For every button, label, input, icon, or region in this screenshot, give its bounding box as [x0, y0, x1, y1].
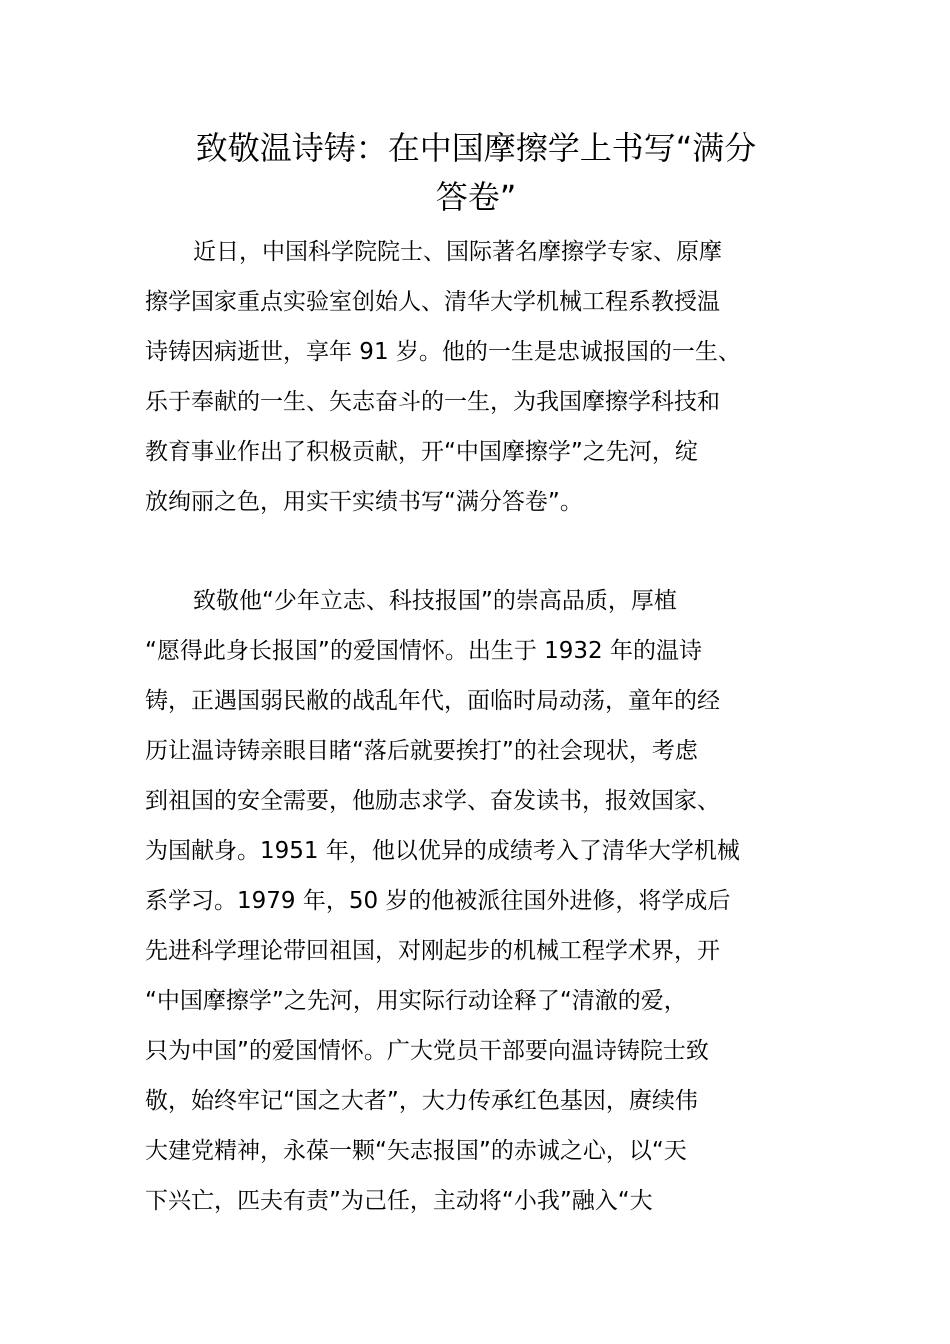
- paragraph-line: “中国摩擦学”之先河，用实际行动诠释了“清澈的爱，: [145, 988, 687, 1014]
- paragraph-line: 先进科学理论带回祖国，对刚起步的机械工程学术界，开: [145, 938, 720, 964]
- paragraph-line: 放绚丽之色，用实干实绩书写“满分答卷”。: [145, 489, 583, 515]
- paragraph-line: 为国献身。1951 年，他以优异的成绩考入了清华大学机械: [145, 838, 740, 864]
- paragraph-line: 系学习。1979 年，50 岁的他被派往国外进修，将学成后: [145, 888, 731, 914]
- paragraph-line: 到祖国的安全需要，他励志求学、奋发读书，报效国家、: [145, 788, 720, 814]
- title-line: 致敬温诗铸：在中国摩擦学上书写“满分: [195, 129, 757, 167]
- paragraph-line: 铸，正遇国弱民敝的战乱年代，面临时局动荡，童年的经: [145, 688, 720, 714]
- paragraph-1: [145, 227, 807, 527]
- title-line: 答卷”: [435, 178, 517, 216]
- paragraph-line: 教育事业作出了积极贡献，开“中国摩擦学”之先河，绽: [145, 439, 698, 465]
- paragraph-line: 敬，始终牢记“国之大者”，大力传承红色基因，赓续伟: [145, 1088, 698, 1114]
- paragraph-line: 诗铸因病逝世，享年 91 岁。他的一生是忠诚报国的一生、: [145, 339, 741, 365]
- paragraph-line: 大建党精神，永葆一颗“矢志报国”的赤诚之心，以“天: [145, 1138, 687, 1164]
- paragraph-line: 下兴亡，匹夫有责”为己任，主动将“小我”融入“大: [145, 1188, 653, 1214]
- paragraph-line: 近日，中国科学院院士、国际著名摩擦学专家、原摩: [193, 239, 722, 265]
- document-title: [145, 124, 807, 222]
- paragraph-line: 擦学国家重点实验室创始人、清华大学机械工程系教授温: [145, 289, 720, 315]
- paragraph-line: 致敬他“少年立志、科技报国”的崇高品质，厚植: [193, 588, 677, 614]
- paragraph-line: 历让温诗铸亲眼目睹“落后就要挨打”的社会现状，考虑: [145, 738, 698, 764]
- paragraph-2: [145, 576, 807, 1226]
- paragraph-line: “愿得此身长报国”的爱国情怀。出生于 1932 年的温诗: [145, 638, 702, 664]
- paragraph-line: 乐于奉献的一生、矢志奋斗的一生，为我国摩擦学科技和: [145, 389, 720, 415]
- paragraph-line: 只为中国”的爱国情怀。广大党员干部要向温诗铸院士致: [145, 1038, 709, 1064]
